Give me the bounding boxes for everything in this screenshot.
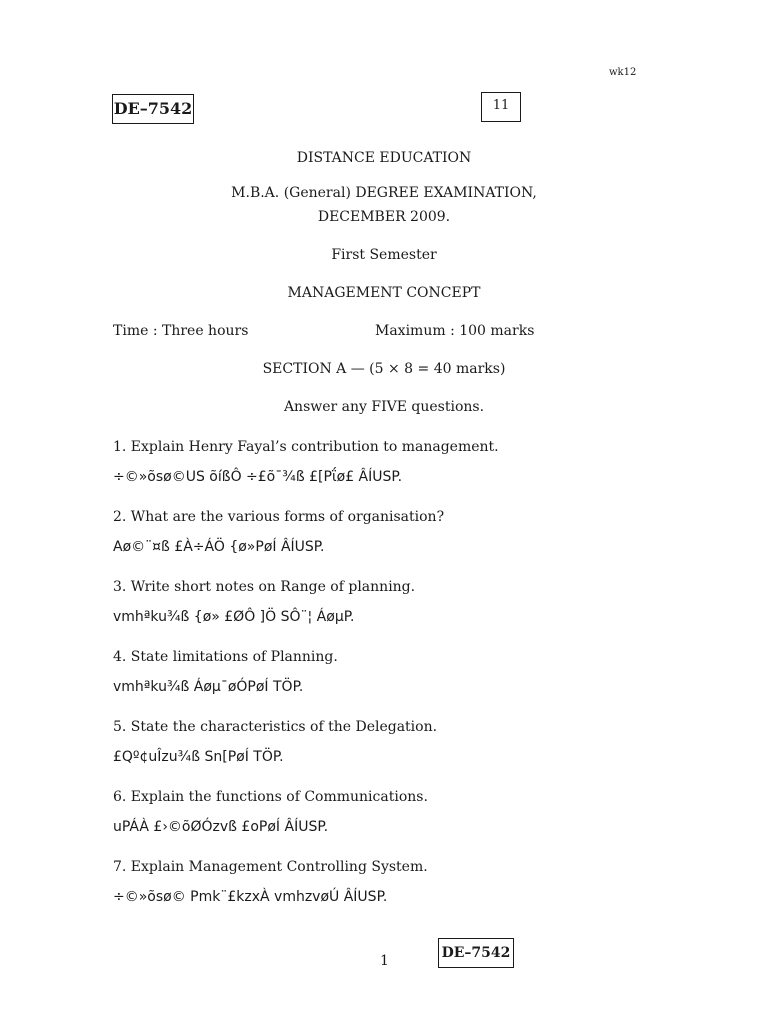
question-3-en: 3. Write short notes on Range of planning. <box>113 579 416 595</box>
exam-title: M.B.A. (General) DEGREE EXAMINATION, <box>231 185 537 201</box>
question-7-alt: ÷©»õsø© Pmk¨£kzxÀ vmhzvøÚ ÂÍUSP. <box>113 889 388 905</box>
question-1-alt: ÷©»õsø©US õíßÔ ÷£õ¯¾ß £[Pΐø£ ÂÍUSP. <box>113 469 403 485</box>
question-7-en: 7. Explain Management Controlling System. <box>113 859 428 875</box>
question-2-en: 2. What are the various forms of organisation? <box>113 509 445 525</box>
section-heading: SECTION A — (5 × 8 = 40 marks) <box>262 361 506 377</box>
question-5-en: 5. State the characteristics of the Delegation. <box>113 719 438 735</box>
question-6-alt: uPÁÀ £›©õØÓzvß £oPøÍ ÂÍUSP. <box>113 819 329 835</box>
question-1-en: 1. Explain Henry Fayal’s contribution to management. <box>113 439 499 455</box>
page-count-box: 11 <box>481 92 521 122</box>
question-6-en: 6. Explain the functions of Communications. <box>113 789 428 805</box>
question-5-alt: £Qº¢uÎzu¾ß Sn[PøÍ TÖP. <box>113 749 284 765</box>
subject-title: MANAGEMENT CONCEPT <box>287 285 481 301</box>
question-2-alt: Aø©¨¤ß £À÷ÁÖ {ø»PøÍ ÂÍUSP. <box>113 539 325 555</box>
question-3-alt: vmhªku¾ß {ø» £ØÔ ]Ö SÔ¨¦ ÁøµP. <box>113 609 355 625</box>
paper-code-bottom: DE–7542 <box>438 938 514 968</box>
question-4-alt: vmhªku¾ß Áøµ¯øÓPøÍ TÖP. <box>113 679 304 695</box>
question-4-en: 4. State limitations of Planning. <box>113 649 338 665</box>
institution-title: DISTANCE EDUCATION <box>296 150 472 166</box>
page-number: 1 <box>380 953 389 969</box>
max-marks: Maximum : 100 marks <box>375 323 535 339</box>
time-info: Time : Three hours <box>113 323 249 339</box>
section-instruction: Answer any FIVE questions. <box>283 399 485 415</box>
paper-code-top: DE–7542 <box>112 94 194 124</box>
exam-date: DECEMBER 2009. <box>317 209 451 225</box>
semester: First Semester <box>331 247 437 263</box>
corner-code: wk12 <box>609 67 637 78</box>
